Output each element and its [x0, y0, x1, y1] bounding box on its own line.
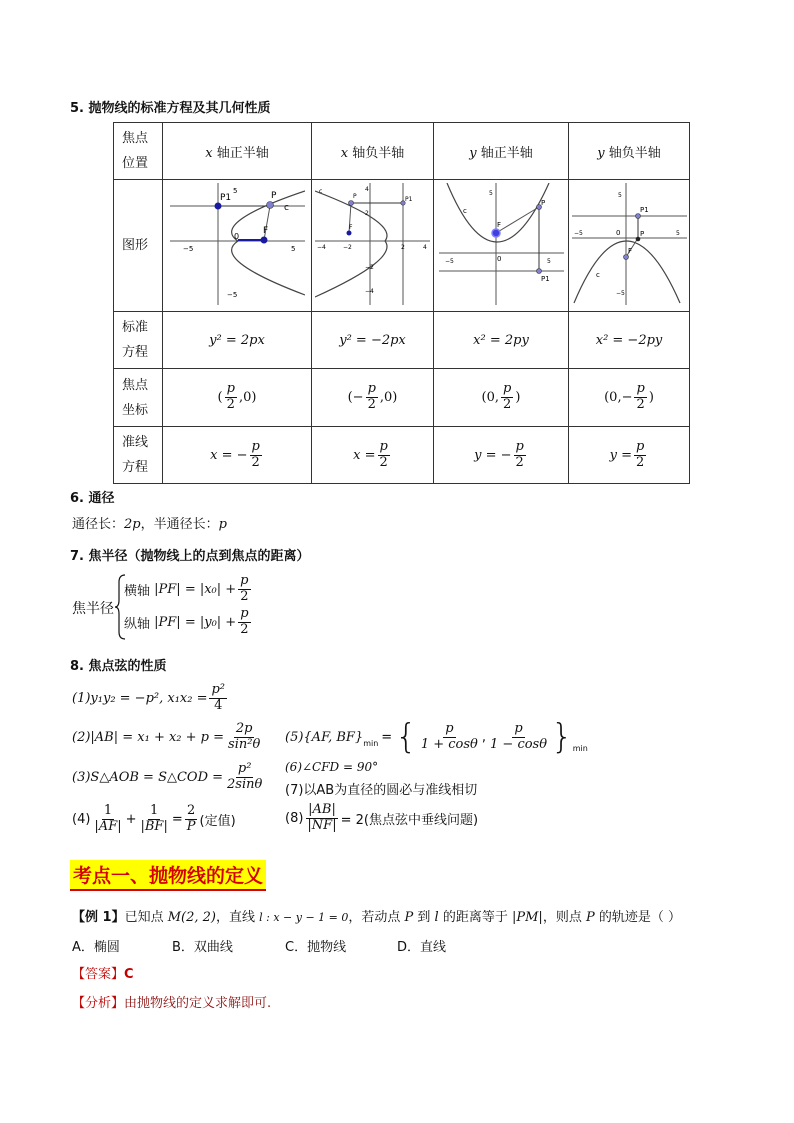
svg-text:−4: −4 — [365, 287, 374, 295]
property-7: (7)以AB为直径的圆必与准线相切 — [285, 783, 478, 798]
dir-cell-3: y = − $\frac{p}{2}$ — [434, 427, 569, 484]
svg-text:2: 2 — [365, 209, 369, 217]
row-label-directrix: 准线 方程 — [114, 427, 163, 484]
focal-radius-vertical: 纵轴 |PF| = |y₀| + $\frac{p}{2}$ — [124, 606, 249, 637]
svg-text:−2: −2 — [365, 263, 374, 271]
svg-text:5: 5 — [617, 191, 622, 199]
svg-text:F: F — [627, 246, 632, 255]
svg-text:P: P — [270, 190, 276, 201]
focus-cell-3: (0, $\frac{p}{2}$ ) — [434, 369, 569, 427]
property-6: (6)∠CFD = 90° — [285, 760, 379, 774]
answer-line: 【答案】C — [72, 967, 134, 982]
graph-x-negative — [315, 183, 430, 305]
svg-text:−5: −5 — [226, 290, 237, 299]
graph-cell-1 — [163, 180, 312, 312]
keypoint-1-title: 考点一、抛物线的定义 — [70, 860, 266, 891]
svg-text:5: 5 — [546, 257, 551, 265]
svg-text:0: 0 — [233, 231, 239, 241]
row-standard-equation — [114, 312, 690, 369]
svg-text:−5: −5 — [573, 229, 583, 237]
row-graph — [114, 180, 690, 312]
svg-text:4: 4 — [423, 243, 427, 251]
svg-text:5: 5 — [675, 229, 680, 237]
eq-cell-2: y² = −2px — [312, 312, 434, 369]
svg-text:5: 5 — [290, 244, 295, 253]
svg-text:4: 4 — [365, 185, 369, 193]
row-directrix — [114, 427, 690, 484]
svg-text:F: F — [349, 223, 353, 231]
property-3: (3)S△AOB = S△COD = $\frac{\text{p²}}{2\sin\theta}$ — [72, 761, 263, 792]
section6-heading: 6. 通径 — [70, 491, 115, 506]
svg-text:5: 5 — [232, 186, 237, 195]
focus-cell-1: ( $\frac{p}{2}$ ,0) — [163, 369, 312, 427]
svg-text:2: 2 — [401, 243, 405, 251]
row-label-equation: 标准 方程 — [114, 312, 163, 369]
eq-cell-4: x² = −2py — [569, 312, 690, 369]
svg-text:c: c — [462, 206, 467, 215]
svg-text:c: c — [595, 270, 600, 279]
option-b: B．双曲线 — [172, 940, 233, 955]
graph-y-negative — [572, 183, 687, 305]
svg-text:5: 5 — [488, 189, 493, 197]
latus-rectum-line: 通径长：2p，半通径长：p — [72, 517, 227, 532]
point-p1 — [214, 202, 221, 209]
dir-cell-2: x = $\frac{p}{2}$ — [312, 427, 434, 484]
property-5: (5){AF, BF} min = { $\frac{p}{1 + \cos\theta}$ , $\frac{p}{1 - \cos\theta}$ } min — [285, 717, 588, 757]
graph-cell-4 — [569, 180, 690, 312]
analysis-line: 【分析】由抛物线的定义求解即可. — [72, 996, 272, 1011]
svg-text:−2: −2 — [343, 243, 352, 251]
svg-text:0: 0 — [496, 254, 501, 263]
dir-cell-1: x = − $\frac{p}{2}$ — [163, 427, 312, 484]
row-label-focus-position: 焦点 位置 — [114, 123, 163, 180]
svg-text:P1: P1 — [219, 192, 231, 203]
svg-text:P: P — [353, 192, 357, 200]
section8-heading: 8. 焦点弦的性质 — [70, 659, 167, 674]
property-1: (1)y₁y₂ = −p², x₁x₂ = $\frac{\text{p²}}{4}$ — [72, 682, 226, 713]
focus-cell-4: (0,− $\frac{p}{2}$ ) — [569, 369, 690, 427]
svg-text:c: c — [319, 187, 323, 195]
graph-cell-2 — [312, 180, 434, 312]
row-focus-position — [114, 123, 690, 180]
cell-position-3: y 轴正半轴 — [434, 123, 569, 180]
cell-position-2: x 轴负半轴 — [312, 123, 434, 180]
dir-cell-4: y = $\frac{p}{2}$ — [569, 427, 690, 484]
property-4: (4) $\frac{1}{|AF|}$ + $\frac{1}{|BF|}$ = $\frac{2}{P}$ (定值) — [72, 803, 236, 834]
option-d: D．直线 — [397, 940, 447, 955]
graph-cell-3 — [434, 180, 569, 312]
eq-cell-3: x² = 2py — [434, 312, 569, 369]
graph-y-positive — [439, 183, 564, 305]
row-label-graph: 图形 — [114, 180, 163, 312]
example-1: 【例 1】已知点 M(2, 2)，直线 l : x − y − 1 = 0，若动点 P 到 l 的距离等于 |PM|，则点 P 的轨迹是（ ） — [72, 910, 681, 925]
svg-text:P: P — [639, 229, 644, 238]
focal-radius-label: 焦半径 — [72, 601, 114, 617]
svg-text:−5: −5 — [615, 289, 625, 297]
cell-position-4: y 轴负半轴 — [569, 123, 690, 180]
svg-text:0: 0 — [615, 228, 620, 237]
property-8: (8) $\frac{|AB|}{|NF|}$ = 2(焦点弦中垂线问题) — [285, 802, 479, 833]
parabola-properties-table — [113, 122, 690, 484]
graph-x-positive — [170, 183, 305, 305]
row-label-focus-coord: 焦点 坐标 — [114, 369, 163, 427]
section5-heading: 5. 抛物线的标准方程及其几何性质 — [70, 101, 271, 116]
point-p — [266, 201, 273, 208]
property-2: (2)|AB| = x₁ + x₂ + p = $\frac{2p}{\text{sin²θ}}$ — [72, 721, 261, 752]
option-c: C．抛物线 — [285, 940, 347, 955]
point-f — [260, 236, 267, 243]
svg-text:−5: −5 — [444, 257, 454, 265]
row-focus-coordinates — [114, 369, 690, 427]
option-a: A．椭圆 — [72, 940, 120, 955]
section7-heading: 7. 焦半径（抛物线上的点到焦点的距离） — [70, 549, 310, 564]
cell-position-1: x 轴正半轴 — [163, 123, 312, 180]
svg-text:c: c — [283, 202, 289, 213]
eq-cell-1: y² = 2px — [163, 312, 312, 369]
focal-radius-horizontal: 横轴 |PF| = |x₀| + $\frac{p}{2}$ — [124, 573, 249, 604]
focus-cell-2: (− $\frac{p}{2}$ ,0) — [312, 369, 434, 427]
svg-text:−5: −5 — [182, 244, 193, 253]
svg-text:P1: P1 — [405, 195, 413, 203]
svg-text:F: F — [262, 225, 268, 236]
svg-text:−4: −4 — [317, 243, 326, 251]
example-1-options — [72, 936, 446, 955]
svg-text:F: F — [496, 220, 501, 229]
svg-text:P: P — [540, 198, 545, 207]
svg-text:P1: P1 — [540, 274, 550, 283]
svg-text:P1: P1 — [639, 205, 649, 214]
